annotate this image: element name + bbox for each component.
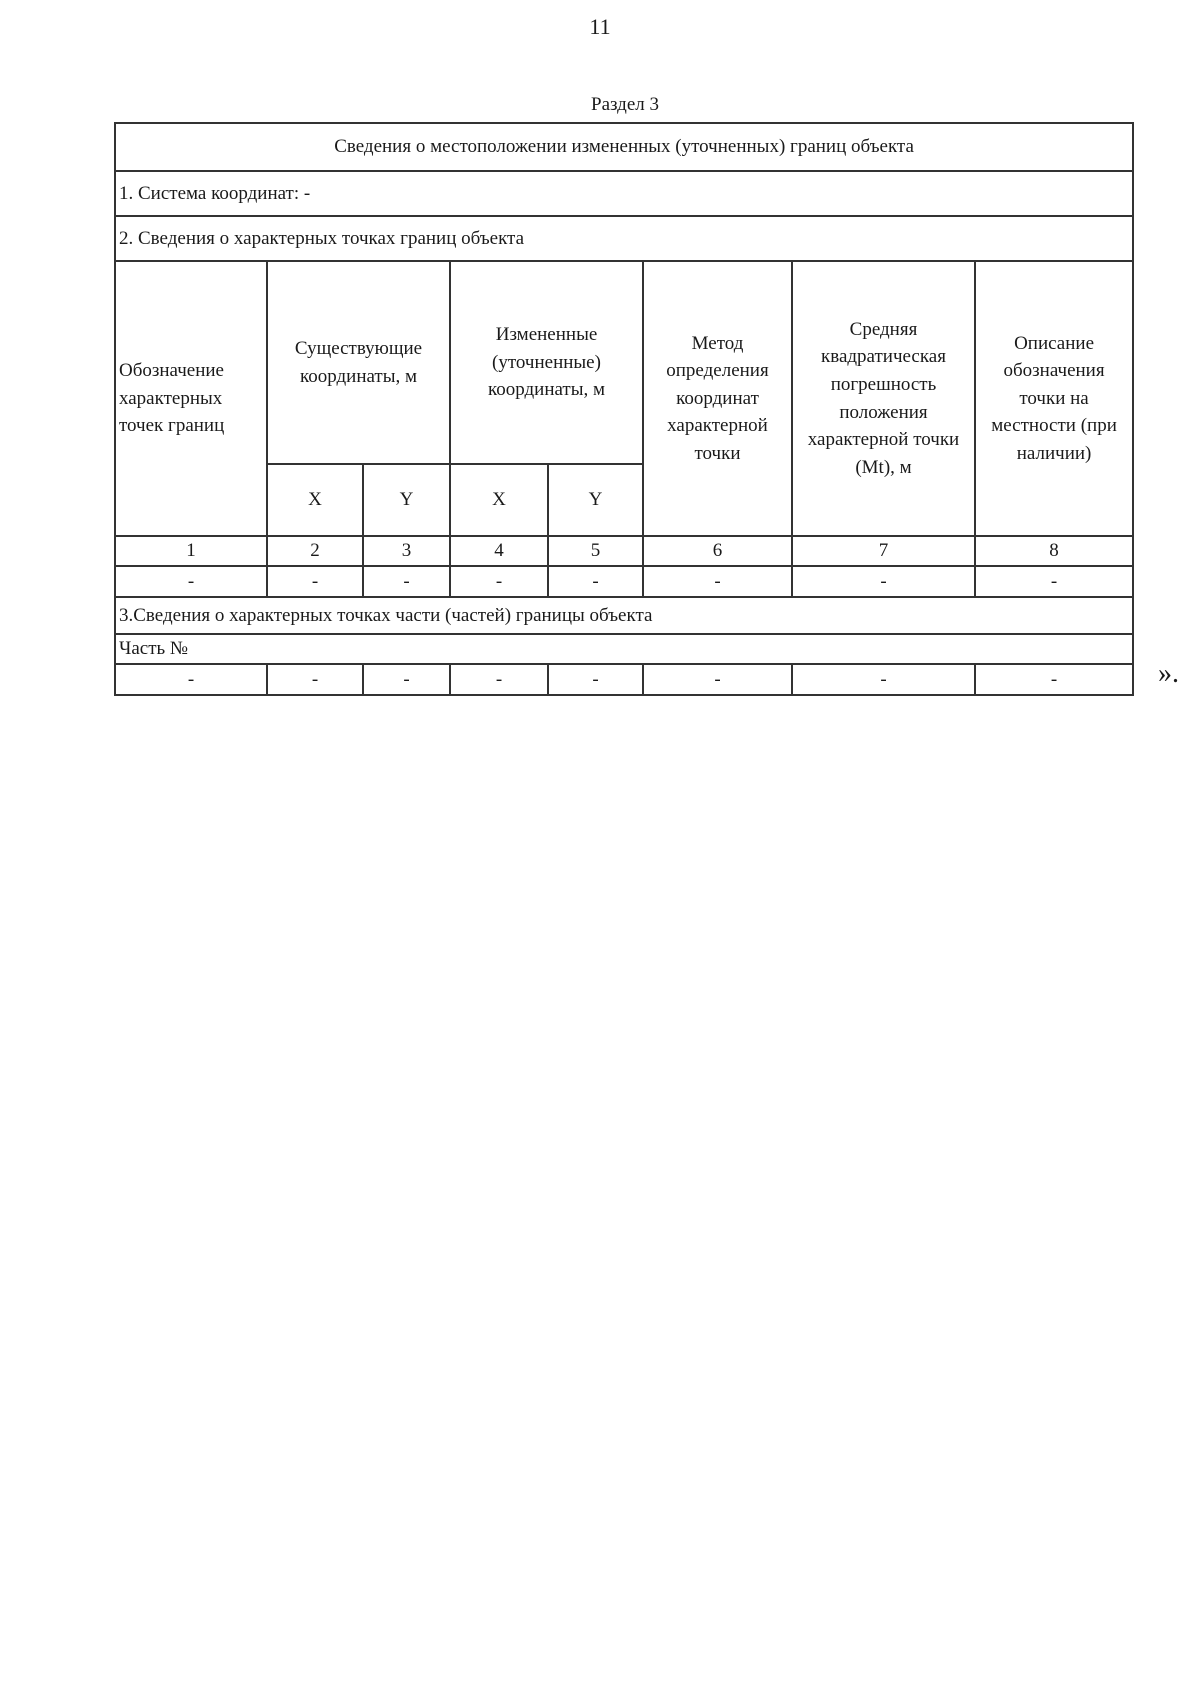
header-method: Метод определения координат характерной точки: [643, 261, 792, 536]
table-cell: -: [792, 566, 975, 597]
section-title: Раздел 3: [591, 94, 659, 115]
table-cell: -: [450, 664, 548, 695]
part-number-label: Часть №: [115, 634, 1133, 664]
header-mean-error: Средняя квадратическая погрешность положения характерной точки (Mt), м: [792, 261, 975, 536]
table-cell: -: [548, 566, 643, 597]
table-cell: -: [115, 566, 267, 597]
table-cell: -: [363, 566, 450, 597]
table-cell: -: [267, 566, 363, 597]
column-number: 4: [450, 536, 548, 566]
column-number: 3: [363, 536, 450, 566]
column-number: 2: [267, 536, 363, 566]
header-changed-x: X: [450, 464, 548, 536]
page-number: 11: [589, 14, 611, 39]
column-number: 7: [792, 536, 975, 566]
table-cell: -: [363, 664, 450, 695]
table-cell: -: [975, 664, 1133, 695]
table-row: [115, 664, 1133, 695]
table-cell: -: [267, 664, 363, 695]
table-cell: -: [450, 566, 548, 597]
table-cell: -: [643, 664, 792, 695]
points-heading: 2. Сведения о характерных точках границ объекта: [115, 216, 1133, 261]
header-description: Описание обозначения точки на местности (при наличии): [975, 261, 1133, 536]
table-cell: -: [115, 664, 267, 695]
header-row: [115, 261, 1133, 464]
table-title-row: [115, 123, 1133, 171]
header-existing-coordinates: Существующие координаты, м: [267, 261, 450, 464]
coordinate-system-row: [115, 171, 1133, 216]
table-cell: -: [792, 664, 975, 695]
table-cell: -: [548, 664, 643, 695]
column-number: 1: [115, 536, 267, 566]
closing-quote: ».: [1158, 658, 1179, 689]
parts-heading-row: [115, 597, 1133, 634]
header-changed-coordinates: Измененные (уточненные) координаты, м: [450, 261, 643, 464]
table-title: Сведения о местоположении измененных (уточненных) границ объекта: [115, 123, 1133, 171]
header-point-designation: Обозначение характерных точек границ: [115, 261, 267, 536]
table-cell: -: [975, 566, 1133, 597]
column-number: 8: [975, 536, 1133, 566]
header-existing-y: Y: [363, 464, 450, 536]
column-numbers-row: [115, 536, 1133, 566]
part-number-row: [115, 634, 1133, 664]
column-number: 5: [548, 536, 643, 566]
table-row: [115, 566, 1133, 597]
boundary-points-table: [114, 122, 1134, 696]
points-heading-row: [115, 216, 1133, 261]
coordinate-system: 1. Система координат: -: [115, 171, 1133, 216]
header-changed-y: Y: [548, 464, 643, 536]
header-existing-x: X: [267, 464, 363, 536]
parts-heading: 3.Сведения о характерных точках части (частей) границы объекта: [115, 597, 1133, 634]
table-cell: -: [643, 566, 792, 597]
column-number: 6: [643, 536, 792, 566]
